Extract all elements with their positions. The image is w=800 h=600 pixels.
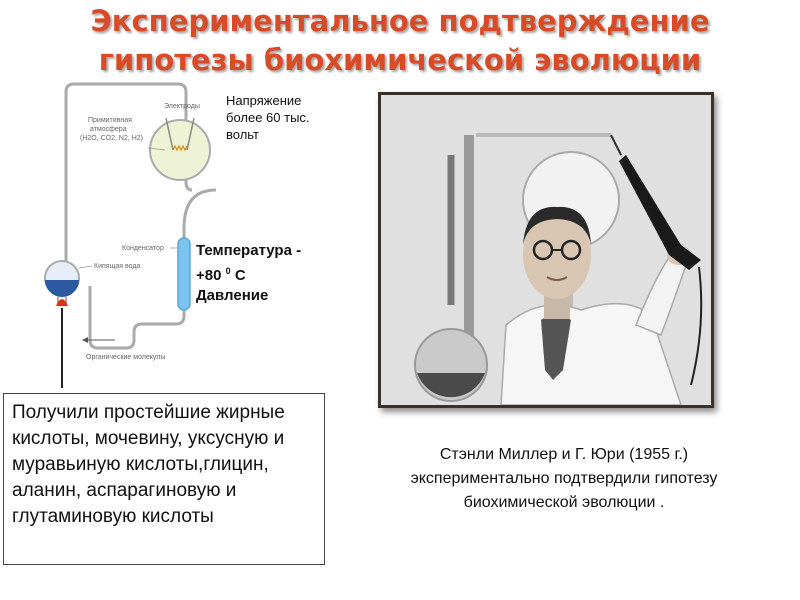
voltage-line-2: более 60 тыс. xyxy=(226,110,310,125)
caption-line-1: Стэнли Миллер и Г. Юри (1955 г.) xyxy=(439,446,689,463)
conditions-label xyxy=(196,241,301,306)
voltage-label xyxy=(226,92,310,143)
results-text: Получили простейшие жирные кислоты, мочевину, уксусную и муравьиную кислоты,глицин, аланин, аспарагиновую и глутаминовую кислоты xyxy=(12,402,285,527)
title-line-2: гипотезы биохимической эволюции xyxy=(98,43,702,77)
label-electrodes: Электроды xyxy=(164,103,200,110)
voltage-line-3: вольт xyxy=(226,127,260,142)
label-condenser: Конденсатор xyxy=(122,245,164,252)
caption-line-2: экспериментально подтвердили гипотезу xyxy=(410,470,718,487)
photo-caption xyxy=(348,443,780,515)
label-atmosphere-formula: (H2O, CO2, N2, H2) xyxy=(80,135,144,142)
temperature-label: Температура - xyxy=(196,242,302,259)
results-box xyxy=(3,393,325,565)
label-atmosphere-1: Примитивная xyxy=(88,117,132,124)
temperature-unit: С xyxy=(234,267,246,284)
label-boiling-water: Кипящая вода xyxy=(94,263,141,270)
slide-title xyxy=(0,2,800,80)
voltage-line-1: Напряжение xyxy=(226,93,302,108)
temperature-degree: 0 xyxy=(225,266,231,276)
temperature-value: +80 xyxy=(196,267,222,284)
caption-line-3: биохимической эволюции . xyxy=(463,494,665,511)
label-organic-molecules: Органические молекулы xyxy=(86,354,166,361)
label-atmosphere-2: атмосфера xyxy=(90,126,127,133)
scientist-photo xyxy=(378,92,714,408)
scientist-photo-drawing xyxy=(381,95,711,405)
pressure-label: Давление xyxy=(196,287,269,304)
title-line-1: Экспериментальное подтверждение xyxy=(90,4,710,38)
temperature-value-line xyxy=(196,261,301,286)
